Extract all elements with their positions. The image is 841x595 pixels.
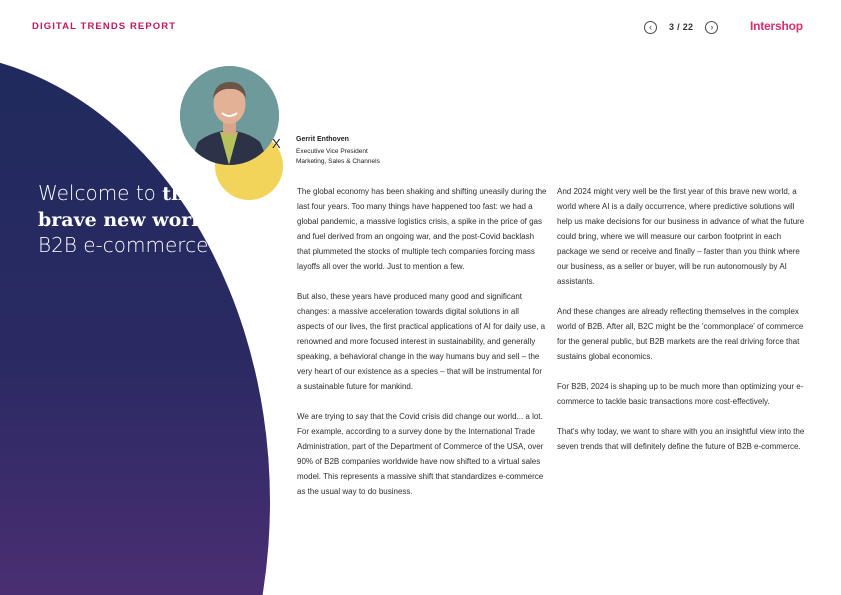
paragraph: The global economy has been shaking and shifting uneasily during the last four years. Too many things have happened too fast: we had a global pandemic, a massive logistics crisis, a spike in the price of gas and fuel derived from an ongoing war, and the post-Covid backlash that plummeted the stocks of multiple tech companies forcing mass layoffs all over the world. Just to mention a few.: [297, 187, 547, 271]
page-indicator: 3 / 22: [669, 22, 694, 32]
body-column-left: [297, 184, 547, 514]
close-icon: X: [272, 136, 281, 151]
paragraph: And 2024 might very well be the first year of this brave new world, a world where AI is a daily occurrence, where predictive solutions will help us make decisions for our business in advance of what the future could bring, where we will measure our carbon footprint in each package we send or receive and finally – faster than you think where our business, as a seller or buyer, will be run autonomously by AI assistants.: [557, 187, 805, 286]
page-navigation: [644, 18, 718, 36]
report-title: DIGITAL TRENDS REPORT: [32, 21, 177, 32]
author-name: Gerrit Enthoven: [296, 136, 349, 143]
brand-logo[interactable]: Intershop: [750, 19, 803, 33]
paragraph: For B2B, 2024 is shaping up to be much more than optimizing your e-commerce to tackle basic transactions more cost-effectively.: [557, 382, 804, 406]
portrait-illustration: [180, 66, 279, 165]
chevron-right-icon[interactable]: ›: [705, 21, 718, 34]
page-header: [0, 0, 841, 52]
author-portrait: [180, 66, 279, 165]
paragraph: That's why today, we want to share with you an insightful view into the seven trends that will definitely define the future of B2B e-commerce.: [557, 427, 805, 451]
author-role-line-1: Executive Vice President: [296, 148, 368, 155]
author-info: [296, 136, 380, 166]
hero-title: Welcome to the brave new world of B2B e-commerce!: [38, 181, 238, 257]
chevron-left-icon[interactable]: ‹: [644, 21, 657, 34]
paragraph: And these changes are already reflecting themselves in the complex world of B2B. After all, B2C might be the 'commonplace' of commerce for the general public, but B2B markets are the real driving force that sustains global economics.: [557, 307, 804, 361]
body-column-right: [557, 184, 807, 469]
paragraph: But also, these years have produced many good and significant changes: a massive acceleration towards digital solutions in all aspects of our lives, the first practical applications of AI for daily use, a renowned and more focused interest in sustainability, and generally speaking, a behavioral change in the way humans buy and sell – the very heart of our existence as a species – that will be instrumental for a sustainable future for mankind.: [297, 292, 546, 391]
paragraph: We are trying to say that the Covid crisis did change our world... a lot. For example, according to a survey done by the International Trade Administration, part of the Department of Commerce of the USA, over 90% of B2B companies worldwide have now shifted to a virtual sales model. This represents a massive shift that standardizes e-commerce as the usual way to do business.: [297, 412, 544, 496]
author-role-line-2: Marketing, Sales & Channels: [296, 157, 380, 165]
